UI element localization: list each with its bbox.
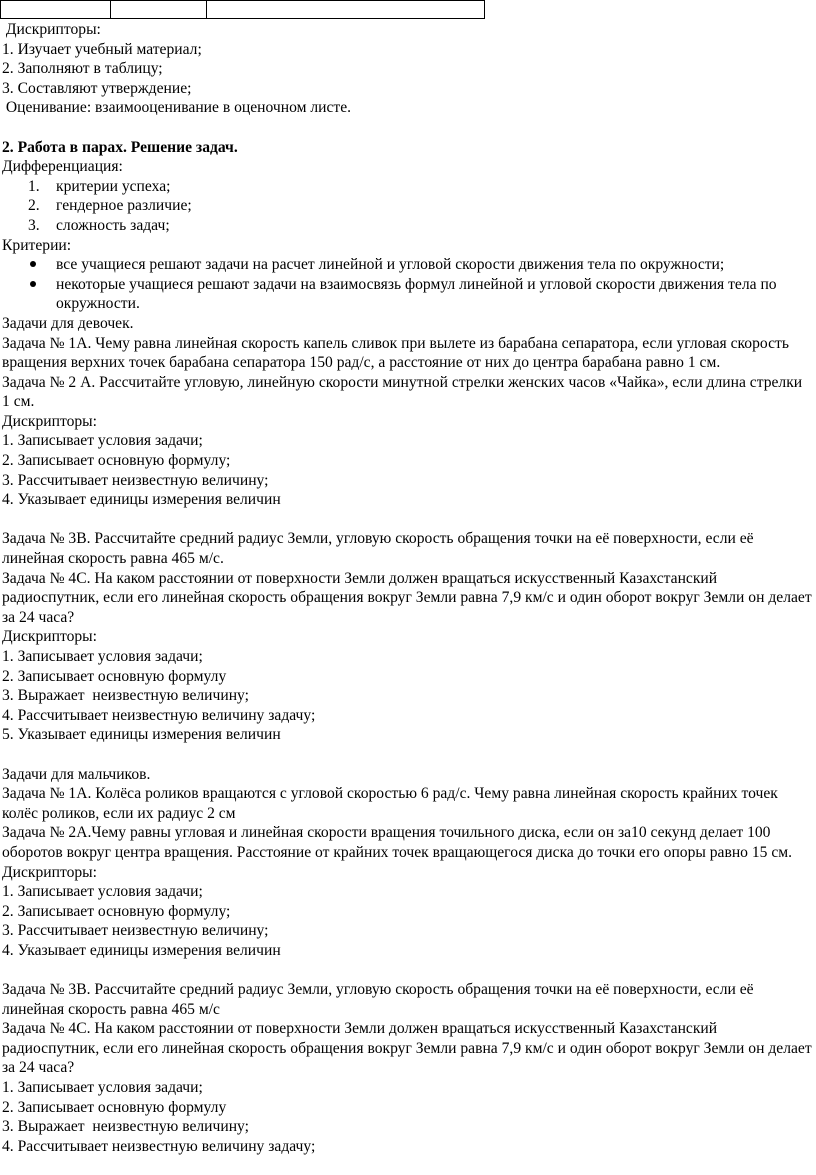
descriptor-item: 2. Записывает основную формулу; [2, 902, 231, 920]
document-body [2, 20, 812, 1156]
criteria-item [2, 275, 812, 314]
descriptor-item: 4. Рассчитывает неизвестную величину задачу; [2, 706, 316, 724]
task-paragraph: Задача № 4С. На каком расстоянии от поверхности Земли должен вращаться искусственный Казахстанский радиоспутник, если его линейная скорость обращения вокруг Земли равна 7,9 км/с и один оборот вокруг Земли он делает за 24 часа? [2, 1020, 812, 1077]
item-number: 1. [28, 177, 40, 195]
task-paragraph: Задача № 1А. Чему равна линейная скорость капель сливок при вылете из барабана сепаратора, если угловая скорость вращения верхних точек барабана сепаратора 150 рад/с, а расстояние от них до центра барабана равно 1 см. [2, 334, 789, 372]
table-cell [207, 1, 485, 19]
bullet-icon [30, 281, 36, 287]
descriptor-item: 1. Изучает учебный материал; [2, 40, 202, 58]
descriptor-item: 3. Рассчитывает неизвестную величину; [2, 922, 269, 940]
differentiation-item [2, 177, 812, 197]
table-row [1, 1, 485, 19]
descriptor-item: 2. Записывает основную формулу [2, 667, 227, 685]
task-paragraph: Задача № 4С. На каком расстоянии от поверхности Земли должен вращаться искусственный Казахстанский радиоспутник, если его линейная скорость обращения вокруг Земли равна 7,9 км/с и один оборот вокруг Земли он делает за 24 часа? [2, 569, 812, 626]
table-cell [111, 1, 207, 19]
task-paragraph: Задача № 2А.Чему равны угловая и линейная скорости вращения точильного диска, если он за10 секунд делает 100 оборотов вокруг центра вращения. Расстояние от крайних точек вращающегося диска до точки его опоры равно 15 см. [2, 824, 793, 861]
descriptor-item: 2. Записывает основную формулу; [2, 452, 231, 470]
item-text: сложность задач; [56, 216, 170, 234]
descriptor-item: 3. Составляют утверждение; [2, 79, 192, 97]
item-text: гендерное различие; [56, 197, 192, 215]
descriptor-item: 3. Рассчитывает неизвестную величину; [2, 471, 269, 489]
spacer [2, 745, 812, 765]
descriptor-item: 4. Указывает единицы измерения величин [2, 491, 281, 509]
boys-title: Задачи для мальчиков. [2, 765, 151, 783]
criteria-label: Критерии: [2, 236, 72, 254]
spacer [2, 510, 812, 530]
table-cell [1, 1, 111, 19]
item-number: 3. [28, 216, 40, 234]
descriptor-item: 4. Рассчитывает неизвестную величину задачу; [2, 1137, 316, 1155]
descriptor-item: 5. Указывает единицы измерения величин [2, 726, 281, 744]
task-paragraph: Задача № 3В. Рассчитайте средний радиус Земли, угловую скорость обращения точки на её поверхности, если её линейная скорость равна 465 м/с. [2, 530, 754, 568]
descriptors-title: Дискрипторы: [2, 412, 97, 430]
girls-title: Задачи для девочек. [2, 314, 134, 332]
task-paragraph: Задача № 1А. Колёса роликов вращаются с угловой скоростью 6 рад/с. Чему равна линейная скорость крайних точек колёс роликов, если их радиус 2 см [2, 785, 778, 822]
descriptors-title: Дискрипторы: [2, 628, 97, 646]
assessment-note: Оценивание: взаимооценивание в оценочном листе. [2, 99, 352, 117]
descriptors-title: Дискрипторы: [2, 863, 97, 881]
differentiation-item [2, 196, 812, 216]
item-text: критерии успеха; [56, 177, 171, 195]
descriptor-item: 3. Выражает неизвестную величину; [2, 1118, 249, 1136]
descriptor-item: 1. Записывает условия задачи; [2, 883, 203, 901]
differentiation-label: Дифференциация: [2, 158, 123, 176]
descriptor-item: 2. Записывает основную формулу [2, 1098, 227, 1116]
descriptor-item: 1. Записывает условия задачи; [2, 1079, 203, 1097]
item-text: все учащиеся решают задачи на расчет линейной и угловой скорости движения тела по окружности; [56, 256, 725, 274]
descriptors-title: Дискрипторы: [2, 21, 101, 38]
task-paragraph: Задача № 3В. Рассчитайте средний радиус Земли, угловую скорость обращения точки на её поверхности, если её линейная скорость равна 465 м/с [2, 981, 754, 1018]
section-heading: 2. Работа в парах. Решение задач. [2, 138, 238, 156]
differentiation-item [2, 216, 812, 236]
item-number: 2. [28, 197, 40, 215]
bullet-icon [30, 261, 36, 267]
descriptor-item: 3. Выражает неизвестную величину; [2, 687, 249, 705]
descriptor-item: 2. Заполняют в таблицу; [2, 60, 163, 78]
descriptor-item: 4. Указывает единицы измерения величин [2, 941, 281, 959]
descriptor-item: 1. Записывает условия задачи; [2, 432, 203, 450]
spacer [2, 118, 812, 138]
spacer [2, 961, 812, 981]
item-text: некоторые учащиеся решают задачи на взаимосвязь формул линейной и угловой скорости движения тела по окружности. [56, 275, 777, 313]
criteria-item [2, 255, 812, 275]
task-paragraph: Задача № 2 А. Рассчитайте угловую, линейную скорости минутной стрелки женских часов «Чайка», если длина стрелки 1 см. [2, 373, 803, 411]
table-fragment [0, 0, 485, 19]
descriptor-item: 1. Записывает условия задачи; [2, 648, 203, 665]
